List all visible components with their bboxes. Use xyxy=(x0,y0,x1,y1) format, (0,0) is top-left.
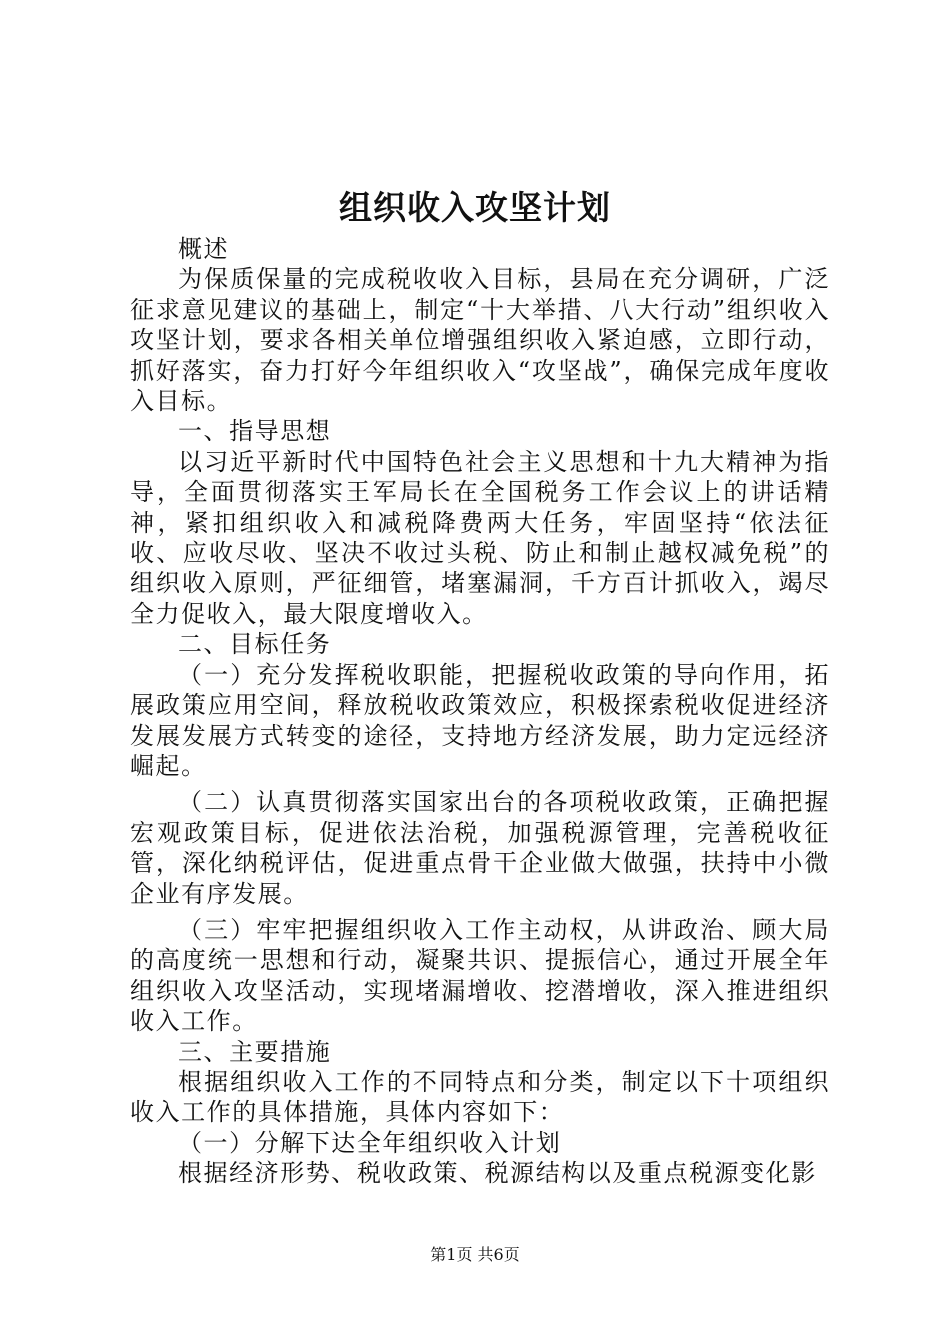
document-body xyxy=(130,234,830,1189)
section-heading-measures: 三、主要措施 xyxy=(178,1037,332,1066)
page-footer xyxy=(0,1244,950,1266)
document-title: 组织收入攻坚计划 xyxy=(339,188,611,227)
paragraph-measure-1: 根据经济形势、税收政策、税源结构以及重点税源变化影 xyxy=(178,1159,817,1188)
paragraph-overview: 为保质保量的完成税收收入目标，县局在充分调研，广泛征求意见建议的基础上，制定“十大举措、八大行动”组织收入攻坚计划，要求各相关单位增强组织收入紧迫感，立即行动，抓好落实，奋力打好今年组织收入“攻坚战”，确保完成年度收入目标。 xyxy=(130,265,830,416)
paragraph-goal-1: （一）充分发挥税收职能，把握税收政策的导向作用，拓展政策应用空间，释放税收政策效应，积极探索税收促进经济发展发展方式转变的途径，支持地方经济发展，助力定远经济崛起。 xyxy=(130,660,830,780)
paragraph-goal-3: （三）牢牢把握组织收入工作主动权，从讲政治、顾大局的高度统一思想和行动，凝聚共识、提振信心，通过开展全年组织收入攻坚活动，实现堵漏增收、挖潜增收，深入推进组织收入工作。 xyxy=(130,915,830,1036)
paragraph-measures-intro: 根据组织收入工作的不同特点和分类，制定以下十项组织收入工作的具体措施，具体内容如下： xyxy=(130,1067,830,1127)
section-heading-guiding-ideology: 一、指导思想 xyxy=(178,417,332,446)
paragraph-goal-2: （二）认真贯彻落实国家出台的各项税收政策，正确把握宏观政策目标，促进依法治税，加强税源管理，完善税收征管，深化纳税评估，促进重点骨干企业做大做强，扶持中小微企业有序发展。 xyxy=(130,788,830,908)
page-number: 第1页 共6页 xyxy=(430,1245,520,1264)
subheading-measure-1: （一）分解下达全年组织收入计划 xyxy=(178,1128,562,1157)
paragraph-overview-heading: 概述 xyxy=(178,235,230,263)
section-heading-goals: 二、目标任务 xyxy=(178,630,332,659)
paragraph-guiding-ideology: 以习近平新时代中国特色社会主义思想和十九大精神为指导，全面贯彻落实王军局长在全国税务工作会议上的讲话精神，紧扣组织收入和减税降费两大任务，牢固坚持“依法征收、应收尽收、坚决不收过头税、防止和制止越权减免税”的组织收入原则，严征细管，堵塞漏洞，千方百计抓收入，竭尽全力促收入，最大限度增收入。 xyxy=(130,447,830,628)
